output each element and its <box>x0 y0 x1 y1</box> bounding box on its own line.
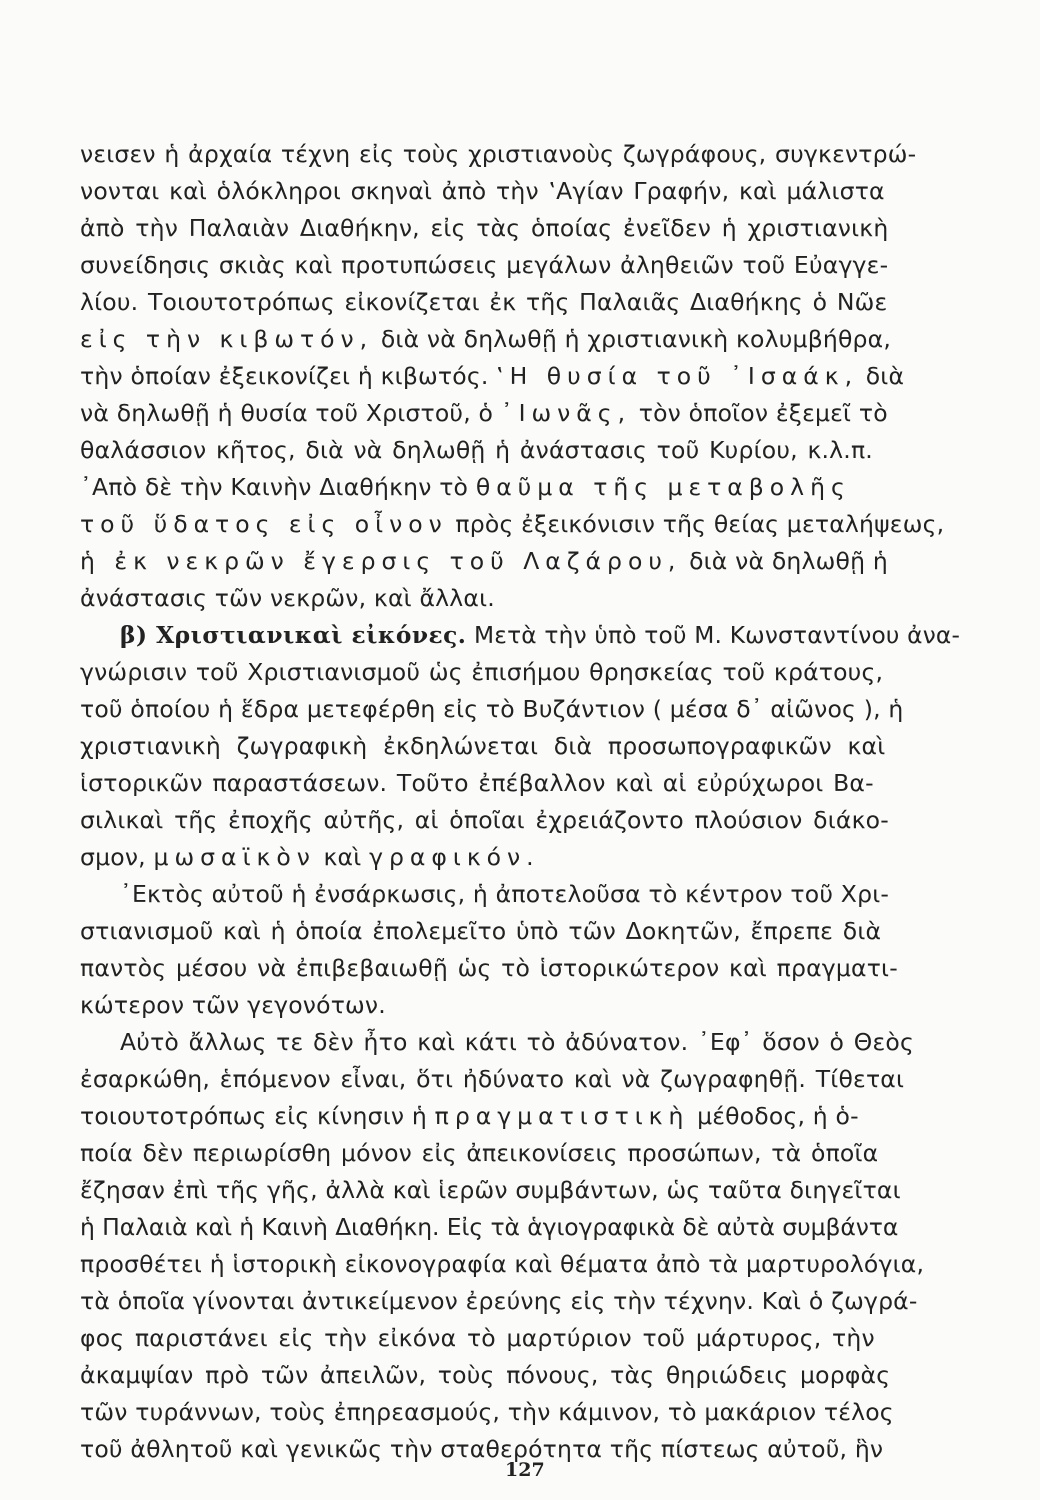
text-line: στιανισμοῦ καὶ ἡ ὁποία ἐπολεμεῖτο ὑπὸ τῶν Δοκητῶν, ἔπρεπε διὰ <box>80 917 882 945</box>
text-line: σμον, μωσαϊκὸν καὶ γραφικόν. <box>80 843 540 871</box>
text-line: γνώρισιν τοῦ Χριστιανισμοῦ ὡς ἐπισήμου θρησκείας τοῦ κράτους, <box>80 658 884 686</box>
text-line: προσθέτει ἡ ἱστορικὴ εἰκονογραφία καὶ θέματα ἀπὸ τὰ μαρτυρολόγια, <box>80 1250 925 1278</box>
text-line: τὴν ὁποίαν ἐξεικονίζει ἡ κιβωτός. ‛Η θυσία τοῦ ᾿Ισαάκ, διὰ <box>80 362 905 390</box>
spaced-emphasis: θαῦμα τῆς μεταβολῆς <box>475 473 851 501</box>
text-line: συνείδησις σκιὰς καὶ προτυπώσεις μεγάλων ἀληθειῶν τοῦ Εὐαγγε- <box>80 251 889 279</box>
text-line: ἐσαρκώθη, ἑπόμενον εἶναι, ὅτι ἠδύνατο καὶ νὰ ζωγραφηθῇ. Τίθεται <box>80 1065 905 1093</box>
section-heading: β) Χριστιανικαὶ εἰκόνες. <box>120 621 467 649</box>
text-line: κώτερον τῶν γεγονότων. <box>80 991 386 1019</box>
text-line: ποία δὲν περιωρίσθη μόνον εἰς ἀπεικονίσεις προσώπων, τὰ ὁποῖα <box>80 1139 879 1167</box>
text-line: φος παριστάνει εἰς τὴν εἰκόνα τὸ μαρτύριον τοῦ μάρτυρος, τὴν <box>80 1324 875 1352</box>
text-line: νὰ δηλωθῇ ἡ θυσία τοῦ Χριστοῦ, ὁ ᾿Ιωνᾶς, τὸν ὁποῖον ἐξεμεῖ τὸ <box>80 399 888 427</box>
text-line: νονται καὶ ὁλόκληροι σκηναὶ ἀπὸ τὴν ‛Αγίαν Γραφήν, καὶ μάλιστα <box>80 177 885 205</box>
text-line: θαλάσσιον κῆτος, διὰ νὰ δηλωθῇ ἡ ἀνάστασις τοῦ Κυρίου, κ.λ.π. <box>80 436 873 464</box>
spaced-emphasis: τοῦ ὕδατος εἰς οἶνον <box>80 510 448 538</box>
text-line: τοῦ ὁποίου ἡ ἕδρα μετεφέρθη εἰς τὸ Βυζάντιον ( μέσα δ᾿ αἰῶνος ), ἡ <box>80 695 904 723</box>
text-line: Αὐτὸ ἄλλως τε δὲν ἦτο καὶ κάτι τὸ ἀδύνατον. ᾿Εφ᾿ ὅσον ὁ Θεὸς <box>120 1028 914 1056</box>
text-line: λίου. Τοιουτοτρόπως εἰκονίζεται ἐκ τῆς Παλαιᾶς Διαθήκης ὁ Νῶε <box>80 288 888 316</box>
text-line: ἀνάστασις τῶν νεκρῶν, καὶ ἄλλαι. <box>80 584 495 612</box>
text-line: τοῦ ὕδατος εἰς οἶνον πρὸς ἐξεικόνισιν τῆς θείας μεταλήψεως, <box>80 510 945 538</box>
text-line: τοῦ ἀθλητοῦ καὶ γενικῶς τὴν σταθερότητα τῆς πίστεως αὐτοῦ, ἣν <box>80 1435 884 1463</box>
spaced-emphasis: μωσαϊκὸν <box>153 843 316 871</box>
text-line: τῶν τυράννων, τοὺς ἐπηρεασμούς, τὴν κάμινον, τὸ μακάριον τέλος <box>80 1398 894 1426</box>
text-line: ἀπὸ τὴν Παλαιὰν Διαθήκην, εἰς τὰς ὁποίας ἐνεῖδεν ἡ χριστιανικὴ <box>80 214 889 242</box>
spaced-emphasis: ἡ ἐκ νεκρῶν ἔγερσις τοῦ Λαζάρου, <box>80 547 682 575</box>
text-line: ᾿Εκτὸς αὐτοῦ ἡ ἐνσάρκωσις, ἡ ἀποτελοῦσα τὸ κέντρον τοῦ Χρι- <box>120 880 890 908</box>
text-line: χριστιανικὴ ζωγραφικὴ ἐκδηλώνεται διὰ προσωπογραφικῶν καὶ <box>80 732 886 760</box>
text-line: παντὸς μέσου νὰ ἐπιβεβαιωθῇ ὡς τὸ ἱστορικώτερον καὶ πραγματι- <box>80 954 898 982</box>
text-line: σιλικαὶ τῆς ἐποχῆς αὐτῆς, αἱ ὁποῖαι ἐχρειάζοντο πλούσιον διάκο- <box>80 806 889 834</box>
spaced-emphasis: πραγματιστικὴ <box>434 1102 690 1130</box>
spaced-emphasis: εἰς τὴν κιβωτόν, <box>80 325 374 353</box>
text-line: β) Χριστιανικαὶ εἰκόνες. Μετὰ τὴν ὑπὸ τοῦ Μ. Κωνσταντίνου ἀνα- <box>120 621 961 649</box>
text-line: τὰ ὁποῖα γίνονται ἀντικείμενον ἐρεύνης εἰς τὴν τέχνην. Καὶ ὁ ζωγρά- <box>80 1287 918 1315</box>
text-line: ᾿Απὸ δὲ τὴν Καινὴν Διαθήκην τὸ θαῦμα τῆς μεταβολῆς <box>80 473 851 501</box>
text-line: ἔζησαν ἐπὶ τῆς γῆς, ἀλλὰ καὶ ἱερῶν συμβάντων, ὡς ταῦτα διηγεῖται <box>80 1176 901 1204</box>
spaced-emphasis: γραφικόν. <box>369 843 540 871</box>
spaced-emphasis: ᾿Ιωνᾶς, <box>500 399 632 427</box>
page-number: 127 <box>505 1459 545 1481</box>
text-line: ἡ ἐκ νεκρῶν ἔγερσις τοῦ Λαζάρου, διὰ νὰ δηλωθῇ ἡ <box>80 547 888 575</box>
text-line: ἀκαμψίαν πρὸ τῶν ἀπειλῶν, τοὺς πόνους, τὰς θηριώδεις μορφὰς <box>80 1361 891 1389</box>
text-line: ἡ Παλαιὰ καὶ ἡ Καινὴ Διαθήκη. Εἰς τὰ ἁγιογραφικὰ δὲ αὐτὰ συμβάντα <box>80 1213 899 1241</box>
text-line: ἱστορικῶν παραστάσεων. Τοῦτο ἐπέβαλλον καὶ αἱ εὐρύχωροι Βα- <box>80 769 874 797</box>
text-line: τοιουτοτρόπως εἰς κίνησιν ἡ πραγματιστικὴ μέθοδος, ἡ ὁ- <box>80 1102 859 1130</box>
spaced-emphasis: ‛Η θυσία τοῦ ᾿Ισαάκ, <box>496 362 859 390</box>
text-line: εἰς τὴν κιβωτόν, διὰ νὰ δηλωθῇ ἡ χριστιανικὴ κολυμβήθρα, <box>80 325 892 353</box>
text-line: νεισεν ἡ ἀρχαία τέχνη εἰς τοὺς χριστιανοὺς ζωγράφους, συγκεντρώ- <box>80 140 917 168</box>
